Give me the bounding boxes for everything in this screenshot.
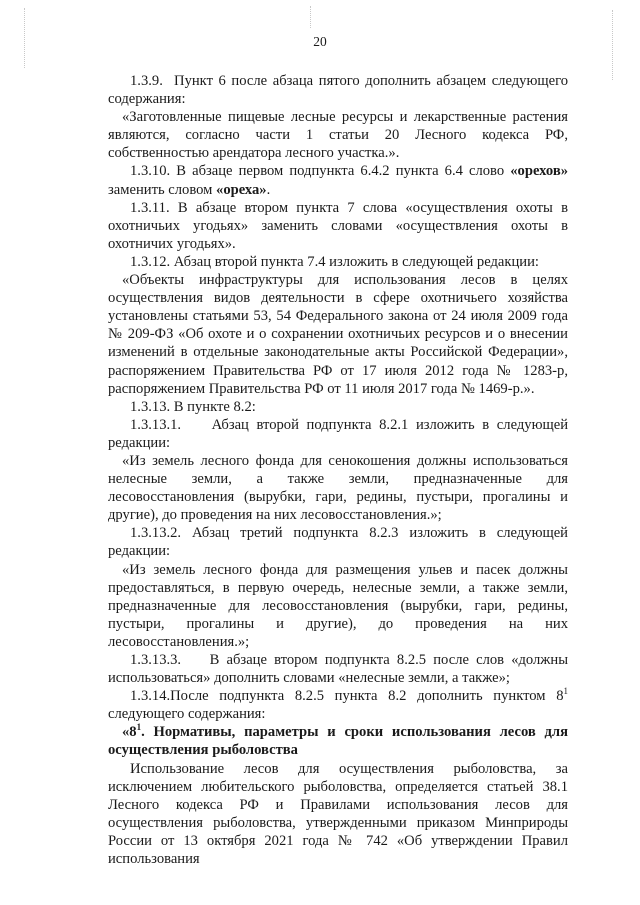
item-number: 1.3.10. [130,163,171,180]
paragraph-1-3-13-2 [108,524,568,560]
paragraph-1-3-13-3 [108,651,568,687]
item-text: В абзаце втором подпункта 8.2.5 после слов «должны использоваться» дополнить словами «нелесные земли, а также»; [108,652,569,687]
bold-word: «ореха» [216,181,267,198]
item-number: 1.3.11. [130,199,170,216]
paragraph-1-3-9 [108,72,568,108]
paragraph-1-3-14 [108,687,568,723]
item-text: После подпункта 8.2.5 пункта 8.2 дополнить пунктом 8 [170,688,564,705]
item-number: 1.3.12. [130,253,171,270]
paragraph-1-3-11 [108,199,568,253]
item-number: 1.3.13.1. [130,416,182,433]
item-text: Абзац третий подпункта 8.2.3 изложить в следующей редакции: [108,525,568,560]
page-number: 20 [313,34,327,49]
paragraph-1-3-12 [108,253,568,271]
item-number: 1.3.13. [130,398,171,415]
item-number: 1.3.13.2. [130,525,182,542]
quote-paragraph: «Объекты инфраструктуры для использования лесов в целях осуществления видов деятельности в сфере охотничьего хозяйства установлены статьями 53, 54 Федерального закона от 24 июля 2009 года № 209-ФЗ «Об охоте и о сохранении охотничьих ресурсов и о внесении изменений в отдельные законодательные акты Российской Федерации», распоряжением Правительства РФ от 17 июля 2012 года № 1283-р, распоряжением Правительства РФ от 11 июля 2017 года № 1469-р.». [108,272,568,397]
item-number: 1.3.14. [130,688,171,705]
item-text: Абзац второй пункта 7.4 изложить в следующей редакции: [173,253,539,270]
body-paragraph: Использование лесов для осуществления рыболовства, за исключением любительского рыболовства, определяется статьей 38.1 Лесного кодекса РФ и Правилами использования лесов для осуществления рыболовства, утвержденными приказом Минприроды России от 13 октября 2021 года № 742 «Об утверждении Правил использования [108,760,568,868]
superscript: 1 [136,722,142,733]
quote-paragraph: «Из земель лесного фонда для размещения ульев и пасек должны предоставляться, в первую очередь, нелесные земли, а также земли, предназначенные для лесовосстановления (вырубки, гари, редины, пустыри, прогалины и другие), до проведения на них лесовосстановления.»; [108,561,568,650]
item-text: В пункте 8.2: [173,398,256,415]
paragraph-1-3-13-1 [108,416,568,452]
superscript: 1 [563,686,568,697]
item-text: В абзаце втором пункта 7 слова «осуществления охоты в охотничьих угодьях» заменить словами «осуществления охоты в охотничих угодьях». [108,199,568,252]
section-heading: «$8^1$. Нормативы, параметры и сроки использования лесов для осуществления рыболовства [108,722,568,759]
bold-word: «орехов» [510,163,568,180]
quote-paragraph: «Заготовленные пищевые лесные ресурсы и лекарственные растения являются, согласно части 1 статьи 20 Лесного кодекса РФ, собственностью арендатора лесного участка.». [108,109,568,162]
quote-paragraph: «Из земель лесного фонда для сенокошения должны использоваться нелесные земли, а также земли, предназначенные для лесовосстановления (вырубки, гари, редины, пустыри, прогалины и другие), до проведения на них лесовосстановления.»; [108,452,568,524]
item-number: 1.3.9. [130,73,163,89]
item-number: 1.3.13.3. [130,652,182,668]
item-text: заменить словом [108,181,213,198]
paragraph-1-3-13 [108,398,568,416]
scan-edge-mark [310,6,312,28]
document-body [108,72,568,868]
paragraph-1-3-10: 1.3.10. В абзаце первом подпункта 6.4.2 пункта 6.4 слово «орехов» заменить словом «ореха». [108,163,568,198]
item-text: следующего содержания: [108,706,266,723]
item-text: Абзац второй подпункта 8.2.1 изложить в следующей редакции: [108,416,568,451]
item-text: В абзаце первом подпункта 6.4.2 пункта 6.4 слово [176,163,505,180]
item-text: Пункт 6 после абзаца пятого дополнить абзацем следующего содержания: [108,73,568,108]
